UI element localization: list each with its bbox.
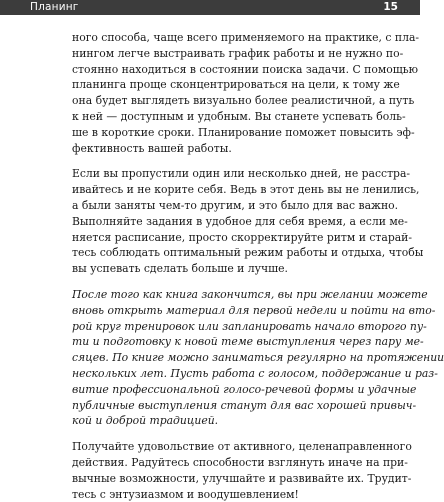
text-line: Если вы пропустили один или несколько дней, не расстра- [72,167,411,181]
text-line: к ней — доступным и удобным. Вы станете успевать боль- [72,109,406,123]
text-line: вы успевать сделать больше и лучше. [72,262,288,276]
page-body [72,30,444,502]
text-line: действия. Радуйтесь способности взглянуть иначе на при- [72,455,408,469]
text-line: ивайтесь и не корите себя. Ведь в этот день вы не ленились, [72,183,420,197]
paragraph-3 [72,287,444,429]
text-line: фективность вашей работы. [72,141,232,155]
text-line: витие профессиональной голосо-речевой формы и удачные [72,382,417,396]
text-line: она будет выглядеть визуально более реалистичной, а путь [72,94,415,108]
text-line: ти и подготовку к новой теме выступления через пару ме- [72,335,424,349]
text-line: планинга проще сконцентрироваться на цели, к тому же [72,78,400,92]
text-line: Выполняйте задания в удобное для себя время, а если ме- [72,214,408,228]
text-line: нескольких лет. Пусть работа с голосом, поддержание и раз- [72,366,438,380]
paragraph-4 [72,439,412,502]
text-line: тесь соблюдать оптимальный режим работы и отдыха, чтобы [72,246,424,260]
paragraph-2 [72,166,424,277]
text-line: вновь открыть материал для первой недели и пойти на вто- [72,303,436,317]
text-line: Получайте удовольствие от активного, целенаправленного [72,440,412,454]
text-line: кой и доброй традицией. [72,414,219,428]
text-line: няется расписание, просто скорректируйте ритм и старай- [72,230,413,244]
text-line: рой круг тренировок или запланировать начало второго пу- [72,319,427,333]
text-line: ше в короткие сроки. Планирование поможет повысить эф- [72,125,415,139]
text-line: стоянно находиться в состоянии поиска задачи. С помощью [72,62,419,76]
text-line: публичные выступления станут для вас хорошей привыч- [72,398,417,412]
chapter-title: Планинг [30,1,79,13]
paragraph-1 [72,30,420,156]
text-line: сяцев. По книге можно заниматься регулярно на протяжении [72,351,444,365]
text-line: После того как книга закончится, вы при желании можете [72,287,428,301]
running-header [0,0,420,15]
page-number: 15 [383,1,398,13]
text-line: вычные возможности, улучшайте и развивайте их. Трудит- [72,471,412,485]
text-line: а были заняты чем-то другим, и это было для вас важно. [72,198,399,212]
text-line: нингом легче выстраивать график работы и не нужно по- [72,46,404,60]
text-line: тесь с энтузиазмом и воодушевлением! [72,487,299,501]
text-line: ного способа, чаще всего применяемого на практике, с пла- [72,31,420,44]
